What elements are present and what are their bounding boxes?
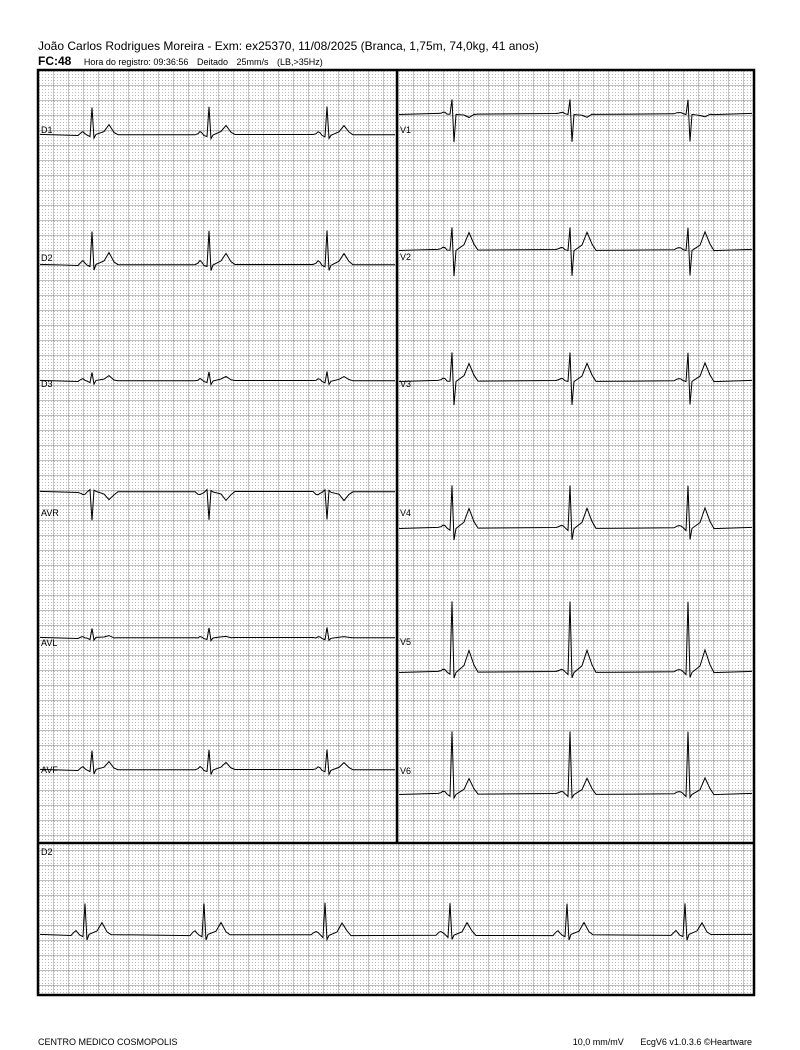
lead-label-avf: AVF <box>41 765 58 775</box>
lead-label-v1: V1 <box>400 125 412 135</box>
lead-label-d1: D1 <box>41 125 53 135</box>
lead-label-avr: AVR <box>41 508 59 518</box>
patient-position: Deitado <box>196 57 228 67</box>
lead-label-v5: V5 <box>400 637 412 647</box>
footer-info <box>559 1037 752 1047</box>
lead-label-v4: V4 <box>400 508 412 518</box>
record-time: Hora do registro: 09:36:56 <box>83 57 189 67</box>
institution-name: CENTRO MEDICO COSMOPOLIS <box>38 1037 178 1047</box>
lead-label-rhythm-d2: D2 <box>41 847 53 857</box>
heart-rate: FC:48 <box>38 54 72 68</box>
gain-setting: 10,0 mm/mV <box>572 1037 624 1047</box>
software-version: EcgV6 v1.0.3.6 ©Heartware <box>640 1037 752 1047</box>
lead-label-v3: V3 <box>400 379 412 389</box>
lead-label-avl: AVL <box>41 638 58 648</box>
lead-label-v6: V6 <box>400 766 412 776</box>
lead-label-d2: D2 <box>41 253 53 263</box>
lead-label-v2: V2 <box>400 252 412 262</box>
patient-info: João Carlos Rodrigues Moreira - Exm: ex25370, 11/08/2025 (Branca, 1,75m, 74,0kg, 41 anos) <box>38 39 539 53</box>
filter-setting: (LB,>35Hz) <box>277 57 323 67</box>
lead-label-d3: D3 <box>41 379 53 389</box>
paper-speed: 25mm/s <box>236 57 269 67</box>
